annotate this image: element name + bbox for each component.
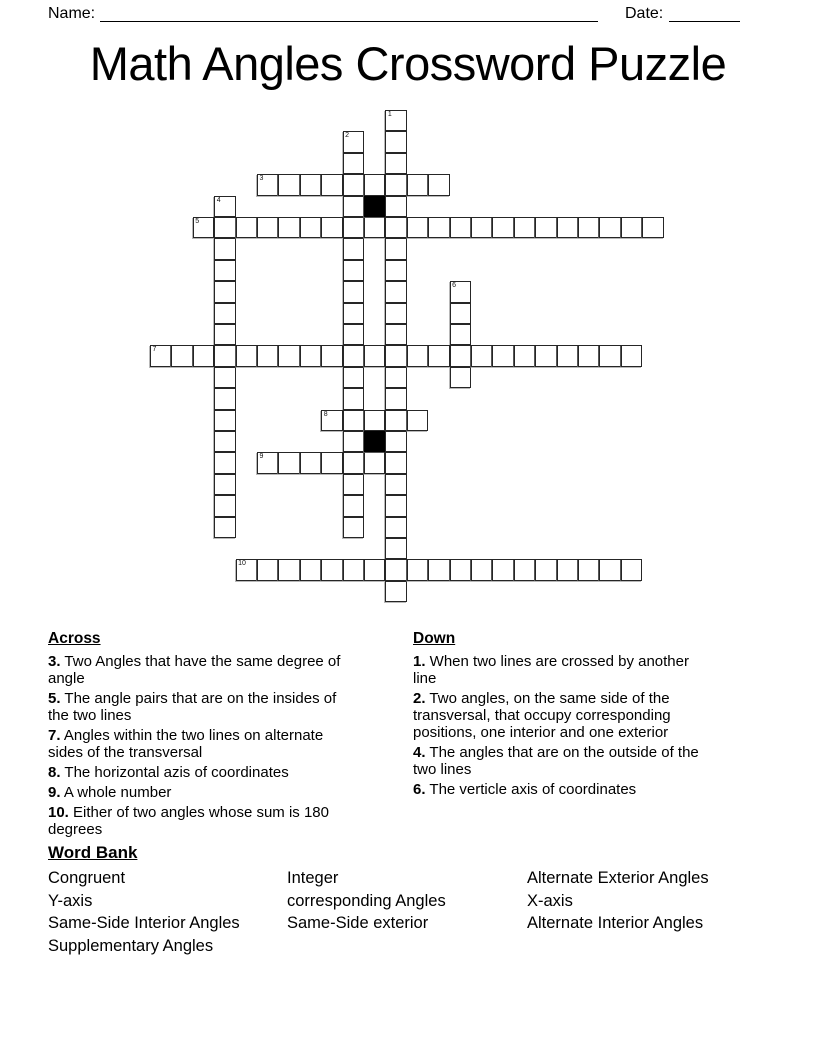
word-bank-column [287, 867, 519, 935]
grid-cell [278, 345, 299, 366]
grid-cell [578, 345, 599, 366]
grid-cell [214, 495, 235, 516]
grid-cell [535, 345, 556, 366]
across-clue-list [48, 653, 353, 838]
grid-cell [428, 217, 449, 238]
across-clues-section [48, 630, 353, 838]
grid-cell [385, 388, 406, 409]
clue-number: 3. [48, 653, 61, 670]
clue-down-1: 1. When two lines are crossed by another line [413, 653, 689, 687]
grid-cell [214, 217, 235, 238]
grid-cell [407, 217, 428, 238]
grid-cell [557, 217, 578, 238]
word-bank-column [527, 867, 759, 935]
grid-cell [385, 410, 406, 431]
cell-number-label: 6 [452, 282, 456, 290]
grid-cell [300, 217, 321, 238]
grid-cell [471, 345, 492, 366]
grid-cell [385, 217, 406, 238]
grid-cell [343, 431, 364, 452]
grid-cell [385, 538, 406, 559]
grid-cell [343, 174, 364, 195]
grid-cell [492, 345, 513, 366]
grid-cell [321, 174, 342, 195]
grid-cell [278, 559, 299, 580]
cell-number-label: 5 [195, 218, 200, 225]
grid-cell [321, 452, 342, 473]
clue-across-10: 10. Either of two angles whose sum is 180 degrees [48, 804, 329, 838]
grid-cell [214, 431, 235, 452]
grid-cell [343, 367, 364, 388]
clue-across-7: 7. Angles within the two lines on alternate sides of the transversal [48, 727, 324, 761]
word-bank-item: Alternate Exterior Angles [527, 869, 709, 887]
grid-cell [450, 281, 471, 302]
word-bank-item: Same-Side Interior Angles [48, 914, 240, 932]
word-bank-item: corresponding Angles [287, 891, 446, 910]
grid-black-cell [364, 431, 385, 452]
grid-cell [599, 345, 620, 366]
down-heading: Down [413, 630, 456, 647]
cell-number-label: 2 [345, 132, 349, 140]
down-clues-section [413, 630, 708, 798]
grid-cell [407, 559, 428, 580]
name-label: Name: [48, 5, 96, 22]
grid-cell [343, 452, 364, 473]
grid-cell [364, 410, 385, 431]
grid-cell [385, 345, 406, 366]
grid-cell [214, 260, 235, 281]
cell-number-label: 1 [387, 111, 392, 118]
word-bank-item: Alternate Interior Angles [527, 914, 704, 932]
grid-cell [364, 559, 385, 580]
grid-cell [257, 174, 278, 195]
grid-cell [214, 410, 235, 431]
clue-number: 10. [48, 804, 69, 821]
grid-cell [193, 345, 214, 366]
grid-cell [278, 217, 299, 238]
grid-cell [578, 217, 599, 238]
grid-cell [385, 324, 406, 345]
grid-cell [621, 217, 642, 238]
grid-cell [450, 217, 471, 238]
grid-cell [450, 345, 471, 366]
grid-cell [300, 559, 321, 580]
grid-cell [214, 324, 235, 345]
grid-cell [385, 431, 406, 452]
clue-number: 2. [413, 690, 426, 707]
clue-across-8: 8. The horizontal azis of coordinates [48, 764, 289, 781]
grid-cell [385, 367, 406, 388]
grid-cell [514, 559, 535, 580]
grid-cell [343, 131, 364, 152]
grid-cell [621, 345, 642, 366]
grid-cell [321, 217, 342, 238]
grid-cell [385, 110, 406, 131]
grid-cell [385, 153, 406, 174]
grid-cell [257, 345, 278, 366]
clue-number: 4. [413, 744, 426, 761]
grid-cell [214, 517, 235, 538]
grid-cell [343, 474, 364, 495]
grid-cell [385, 559, 406, 580]
grid-cell [514, 217, 535, 238]
word-bank-item: Integer [287, 869, 339, 887]
grid-cell [321, 345, 342, 366]
grid-cell [364, 452, 385, 473]
cell-number-label: 10 [238, 560, 246, 568]
grid-cell [471, 559, 492, 580]
grid-cell [343, 153, 364, 174]
clue-across-3: 3. Two Angles that have the same degree of angle [48, 653, 341, 687]
clue-number: 9. [48, 784, 61, 801]
grid-cell [407, 410, 428, 431]
grid-cell [407, 345, 428, 366]
grid-cell [450, 324, 471, 345]
grid-cell [385, 131, 406, 152]
grid-cell [385, 517, 406, 538]
grid-cell [236, 217, 257, 238]
grid-cell [343, 517, 364, 538]
grid-cell [621, 559, 642, 580]
grid-cell [214, 345, 235, 366]
grid-cell [214, 281, 235, 302]
grid-cell [385, 174, 406, 195]
clue-across-9: 9. A whole number [48, 784, 172, 801]
grid-cell [214, 474, 235, 495]
grid-cell [385, 495, 406, 516]
cell-number-label: 4 [216, 196, 221, 204]
grid-cell [642, 217, 663, 238]
name-blank-line [100, 5, 598, 22]
grid-cell [450, 559, 471, 580]
grid-cell [321, 559, 342, 580]
grid-cell [214, 196, 235, 217]
page-title: Math Angles Crossword Puzzle [89, 37, 727, 90]
grid-cell [343, 559, 364, 580]
grid-cell [343, 410, 364, 431]
grid-cell [193, 217, 214, 238]
grid-cell [535, 559, 556, 580]
grid-cell [492, 559, 513, 580]
grid-cell [492, 217, 513, 238]
grid-cell [236, 559, 257, 580]
clue-down-6: 6. The verticle axis of coordinates [413, 781, 637, 798]
grid-cell [385, 260, 406, 281]
grid-cell [321, 410, 342, 431]
word-bank-column [48, 867, 280, 957]
grid-cell [428, 174, 449, 195]
grid-cell [343, 260, 364, 281]
cell-number-label: 7 [152, 346, 157, 354]
across-heading: Across [48, 630, 101, 647]
grid-cell [364, 217, 385, 238]
grid-cell [385, 238, 406, 259]
grid-cell [599, 217, 620, 238]
grid-cell [171, 345, 192, 366]
grid-cell [514, 345, 535, 366]
date-blank-line [669, 5, 740, 22]
down-clue-list [413, 653, 708, 798]
word-bank-item: Congruent [48, 869, 126, 887]
word-bank-item: Y-axis [48, 891, 93, 910]
grid-cell [257, 452, 278, 473]
grid-cell [343, 303, 364, 324]
grid-black-cell [364, 196, 385, 217]
grid-cell [450, 367, 471, 388]
grid-cell [557, 345, 578, 366]
grid-cell [385, 581, 406, 602]
grid-cell [300, 174, 321, 195]
grid-cell [364, 174, 385, 195]
grid-cell [428, 559, 449, 580]
grid-cell [385, 303, 406, 324]
grid-cell [214, 388, 235, 409]
grid-cell [343, 217, 364, 238]
grid-cell [236, 345, 257, 366]
cell-number-label: 8 [323, 410, 328, 418]
grid-cell [385, 196, 406, 217]
grid-cell [535, 217, 556, 238]
grid-cell [471, 217, 492, 238]
grid-cell [150, 345, 171, 366]
grid-cell [450, 303, 471, 324]
word-bank-item: Supplementary Angles [48, 936, 214, 955]
clue-down-2: 2. Two angles, on the same side of the transversal, that occupy corresponding positions, one interior and one exterior [413, 690, 671, 741]
clue-number: 8. [48, 764, 61, 781]
clue-across-5: 5. The angle pairs that are on the insides of the two lines [48, 690, 337, 724]
grid-cell [343, 281, 364, 302]
word-bank-heading: Word Bank [48, 843, 138, 862]
grid-cell [364, 345, 385, 366]
grid-cell [343, 388, 364, 409]
grid-cell [578, 559, 599, 580]
word-bank-item: Same-Side exterior [287, 914, 429, 932]
clue-down-4: 4. The angles that are on the outside of the two lines [413, 744, 699, 778]
word-bank-item: X-axis [527, 891, 573, 910]
grid-cell [300, 345, 321, 366]
cell-number-label: 9 [259, 453, 264, 461]
clue-number: 6. [413, 781, 426, 798]
grid-cell [214, 452, 235, 473]
grid-cell [385, 452, 406, 473]
grid-cell [407, 174, 428, 195]
grid-cell [385, 281, 406, 302]
grid-cell [300, 452, 321, 473]
grid-cell [557, 559, 578, 580]
cell-number-label: 3 [259, 175, 264, 183]
grid-cell [385, 474, 406, 495]
grid-cell [214, 303, 235, 324]
clue-number: 5. [48, 690, 61, 707]
grid-cell [257, 217, 278, 238]
grid-cell [257, 559, 278, 580]
grid-cell [343, 196, 364, 217]
grid-cell [278, 174, 299, 195]
clue-number: 7. [48, 727, 61, 744]
grid-cell [343, 238, 364, 259]
grid-cell [343, 324, 364, 345]
word-bank-section [48, 843, 788, 963]
grid-cell [214, 238, 235, 259]
grid-cell [214, 367, 235, 388]
grid-cell [428, 345, 449, 366]
date-label: Date: [625, 5, 664, 22]
grid-cell [599, 559, 620, 580]
grid-cell [343, 495, 364, 516]
grid-cell [278, 452, 299, 473]
grid-cell [343, 345, 364, 366]
clue-number: 1. [413, 653, 426, 670]
